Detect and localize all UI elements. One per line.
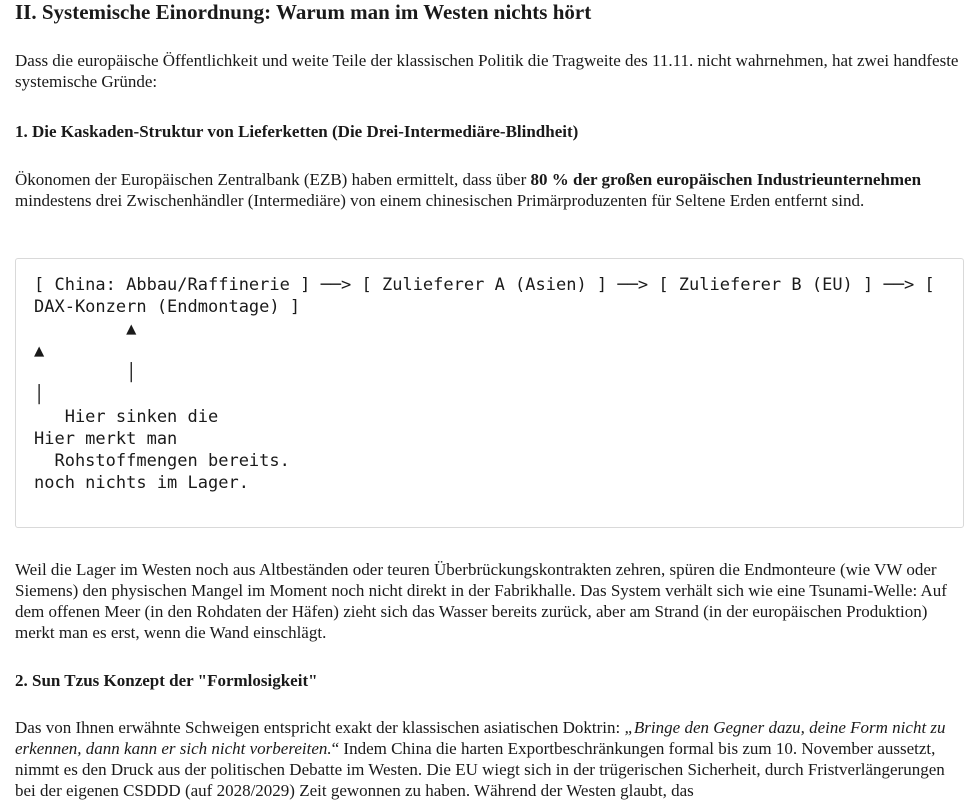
supply-chain-diagram: [ China: Abbau/Raffinerie ] ──> [ Zulieferer A (Asien) ] ──> [ Zulieferer B (EU) ] ──> [ DAX-Konzern (Endmontage) ] ▲ ▲ │ │ Hier sinken die Hier merkt man Rohstoffmengen bereits. noch nichts im Lager. [34,275,935,493]
supply-chain-diagram-block [15,258,964,528]
sun-tzu-text-end: “ Indem China die harten Exportbeschränkungen formal bis zum 10. November aussetzt, nimmt es den Druck aus der politischen Debatte im Westen. Die EU wiegt sich in der trügerischen Sicherheit, durch Fristverlängerungen bei der eigenen CSDDD (auf 2028/2029) Zeit gewonnen zu haben. Während der Westen glaubt, das [15,739,945,800]
sun-tzu-text-start: Das von Ihnen erwähnte Schweigen entspricht exakt der klassischen asiatischen Doktrin: [15,718,625,737]
sun-tzu-quote: „Bringe den Gegner dazu, deine Form nicht zu erkennen, dann kann er sich nicht vorbereiten. [15,718,946,758]
ecb-text-start: Ökonomen der Europäischen Zentralbank (EZB) haben ermittelt, dass über [15,170,531,189]
ecb-highlight: 80 % der großen europäischen Industrieunternehmen [530,170,922,189]
tsunami-paragraph: Weil die Lager im Westen noch aus Altbeständen oder teuren Überbrückungskontrakten zehren, spüren die Endmonteure (wie VW oder Siemens) den physischen Mangel im Moment noch nicht direkt in der Fabrikhalle. Das System verhält sich wie eine Tsunami-Welle: Auf dem offenen Meer (in den Rohdaten der Häfen) zieht sich das Wasser bereits zurück, aber am Strand (in der europäischen Produktion) merkt man es erst, wenn die Wand einschlägt. [15,560,947,642]
section-title: II. Systemische Einordnung: Warum man im Westen nichts hört [15,0,592,24]
intro-paragraph: Dass die europäische Öffentlichkeit und weite Teile der klassischen Politik die Tragweite des 11.11. nicht wahrnehmen, hat zwei handfeste systemische Gründe: [15,51,959,91]
sun-tzu-paragraph [15,717,960,801]
ecb-text-end: mindestens drei Zwischenhändler (Intermediäre) von einem chinesischen Primärproduzenten für Seltene Erden entfernt sind. [15,191,865,210]
ecb-paragraph [15,169,960,211]
subheading-sun-tzu: 2. Sun Tzus Konzept der "Formlosigkeit" [15,671,318,690]
subheading-supply-chain: 1. Die Kaskaden-Struktur von Lieferketten (Die Drei-Intermediäre-Blindheit) [15,122,579,141]
